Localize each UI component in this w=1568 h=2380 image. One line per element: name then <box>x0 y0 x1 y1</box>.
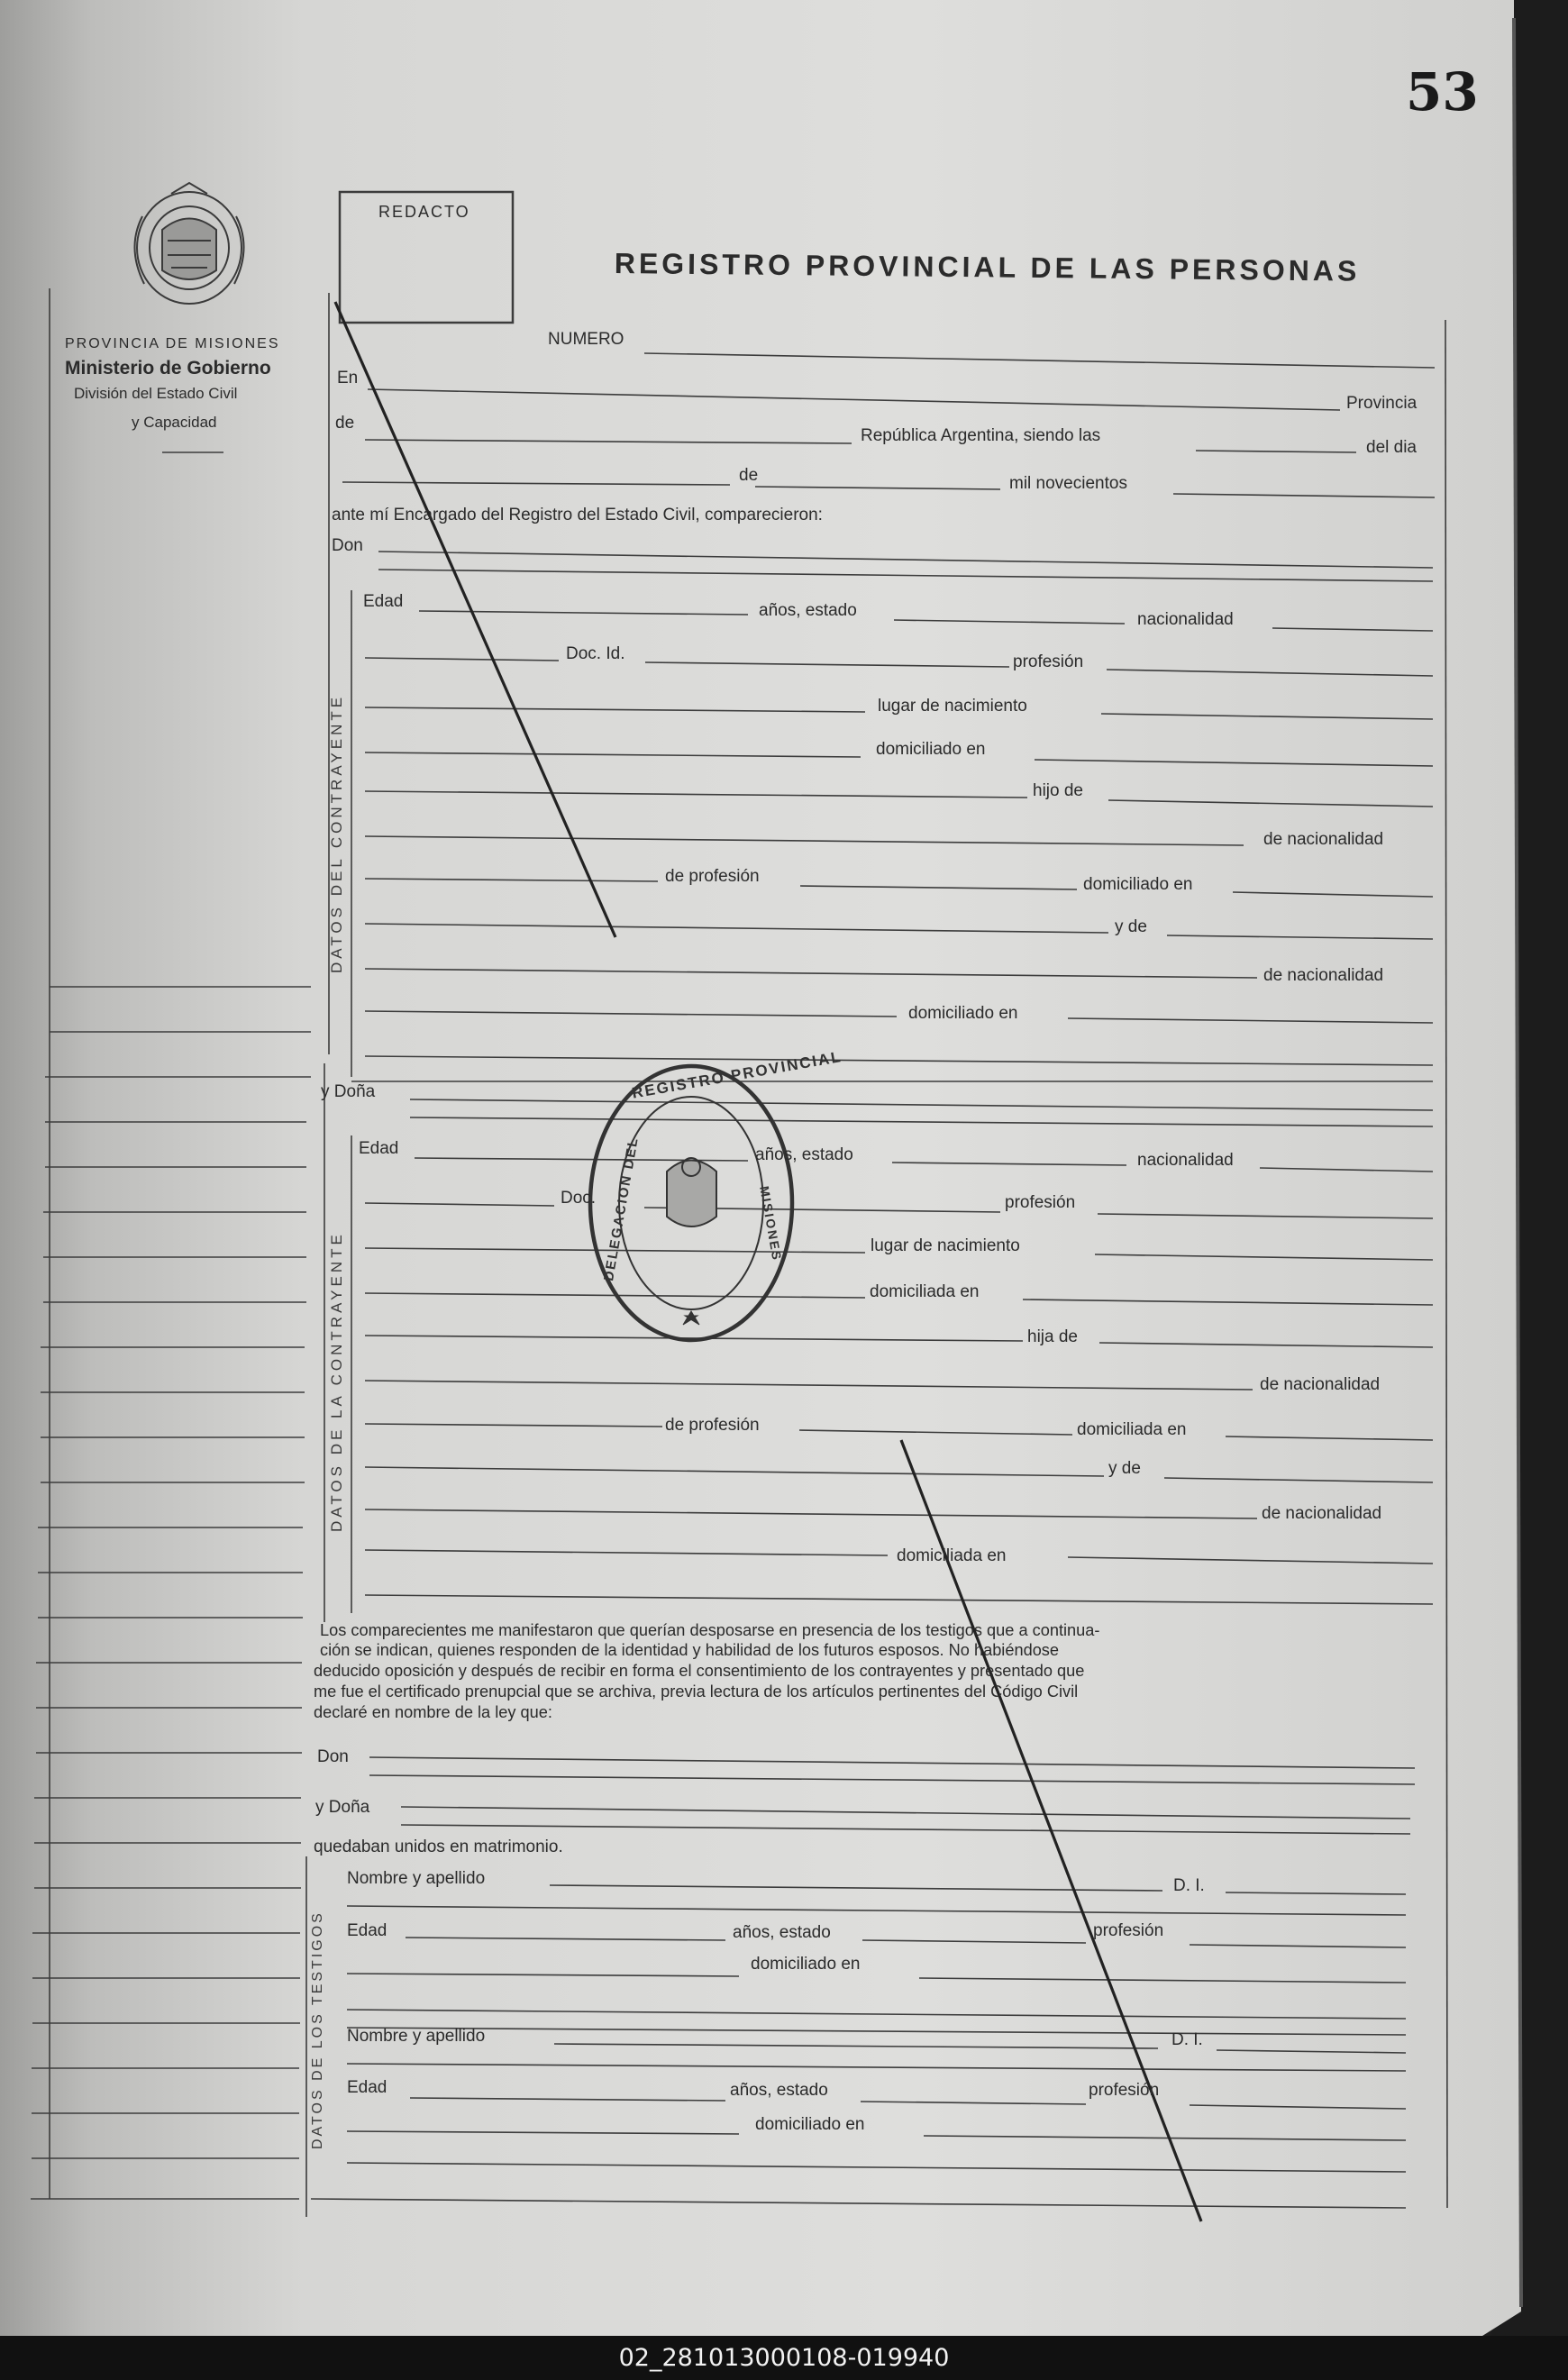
witness2-anos-estado: años, estado <box>730 2081 828 2100</box>
bride-anos-estado: años, estado <box>755 1145 853 1164</box>
declaration-quedaban: quedaban unidos en matrimonio. <box>314 1837 563 1856</box>
label-de-2: de <box>739 466 759 485</box>
page-number: 53 <box>1406 61 1479 123</box>
groom-anos-estado: años, estado <box>759 601 857 620</box>
header-division-line1: División del Estado Civil <box>74 385 238 402</box>
declaration-line-2: ción se indican, quienes responden de la identidad y habilidad de los futuros esposos. No habiéndose <box>320 1641 1060 1659</box>
bride-domiciliada-en-2: domiciliada en <box>1077 1420 1187 1439</box>
groom-hijo-de: hijo de <box>1033 781 1083 800</box>
header-ministry: Ministerio de Gobierno <box>65 358 271 378</box>
groom-lugar-nacimiento: lugar de nacimiento <box>878 697 1027 716</box>
groom-de-profesion: de profesión <box>665 867 760 886</box>
stamp-text-right: MISIONES <box>757 1184 785 1263</box>
groom-nacionalidad: nacionalidad <box>1137 610 1234 629</box>
witness2-edad: Edad <box>347 2078 387 2097</box>
witness1-nombre: Nombre y apellido <box>347 1869 486 1888</box>
stamp-text-top: REGISTRO PROVINCIAL <box>630 1047 843 1102</box>
bride-domiciliada-en: domiciliada en <box>870 1282 980 1301</box>
image-caption: 02_281013000108-019940 <box>0 2336 1568 2380</box>
declaration-line-3: deducido oposición y después de recibir en forma el consentimiento de los contrayentes y presentado que <box>314 1662 1085 1680</box>
bride-side-label: DATOS DE LA CONTRAYENTE <box>328 1231 345 1532</box>
bride-profesion: profesión <box>1005 1193 1076 1212</box>
witness1-anos-estado: años, estado <box>733 1923 831 1942</box>
bride-doc: Doc. <box>561 1189 597 1208</box>
header-province: PROVINCIA DE MISIONES <box>65 336 280 351</box>
declaration-line-1: Los comparecientes me manifestaron que querían desposarse en presencia de los testigos que a continua- <box>320 1621 1100 1639</box>
label-ante-mi: ante mí Encargado del Registro del Estado Civil, comparecieron: <box>332 506 823 524</box>
label-de: de <box>335 414 355 433</box>
groom-domiciliado-en-3: domiciliado en <box>908 1004 1018 1023</box>
label-del-dia: del dia <box>1366 438 1417 457</box>
stamp-text-left: DELEGACION DEL <box>601 1135 642 1282</box>
declaration-don: Don <box>317 1747 349 1766</box>
bride-de-nacionalidad: de nacionalidad <box>1260 1375 1381 1394</box>
label-republica: República Argentina, siendo las <box>861 426 1101 445</box>
bride-de-nacionalidad-2: de nacionalidad <box>1262 1504 1382 1523</box>
bride-y-dona: y Doña <box>321 1082 376 1101</box>
label-provincia: Provincia <box>1346 394 1418 413</box>
label-numero: NUMERO <box>548 330 624 349</box>
bride-hija-de: hija de <box>1027 1327 1078 1346</box>
witness2-domiciliado-en: domiciliado en <box>755 2115 865 2134</box>
witness1-profesion: profesión <box>1093 1921 1164 1940</box>
witness2-nombre: Nombre y apellido <box>347 2027 486 2046</box>
groom-y-de: y de <box>1115 917 1147 936</box>
groom-de-nacionalidad-2: de nacionalidad <box>1263 966 1384 985</box>
bride-domiciliada-en-3: domiciliada en <box>897 1546 1007 1565</box>
bride-nacionalidad: nacionalidad <box>1137 1151 1234 1170</box>
witness1-edad: Edad <box>347 1921 387 1940</box>
label-don: Don <box>332 536 363 555</box>
groom-edad: Edad <box>363 592 404 611</box>
witness1-di: D. I. <box>1173 1876 1205 1895</box>
bride-lugar-nacimiento: lugar de nacimiento <box>871 1236 1020 1255</box>
declaration-line-4: me fue el certificado prenupcial que se archiva, previa lectura de los artículos pertinentes del Código Civil <box>314 1682 1079 1701</box>
declaration-line-5: declaré en nombre de la ley que: <box>314 1703 552 1721</box>
bride-de-profesion: de profesión <box>665 1416 760 1435</box>
groom-profesion: profesión <box>1013 652 1084 671</box>
bride-y-de: y de <box>1108 1459 1141 1478</box>
header-division-line2: y Capacidad <box>132 414 217 431</box>
label-mil-novecientos: mil novecientos <box>1009 474 1127 493</box>
label-en: En <box>337 369 359 388</box>
groom-side-label: DATOS DEL CONTRAYENTE <box>328 693 345 973</box>
witness2-di: D. I. <box>1171 2030 1203 2049</box>
groom-domiciliado-en-2: domiciliado en <box>1083 875 1193 894</box>
redacto-label: REDACTO <box>378 203 470 221</box>
document-title: REGISTRO PROVINCIAL DE LAS PERSONAS <box>614 247 1361 287</box>
witnesses-side-label: DATOS DE LOS TESTIGOS <box>310 1910 325 2149</box>
witness2-profesion: profesión <box>1089 2081 1160 2100</box>
groom-domiciliado-en: domiciliado en <box>876 740 986 759</box>
witness1-domiciliado-en: domiciliado en <box>751 1955 861 1974</box>
groom-doc-id: Doc. Id. <box>566 644 625 663</box>
bride-edad: Edad <box>359 1139 399 1158</box>
declaration-y-dona: y Doña <box>315 1798 370 1817</box>
groom-de-nacionalidad: de nacionalidad <box>1263 830 1384 849</box>
